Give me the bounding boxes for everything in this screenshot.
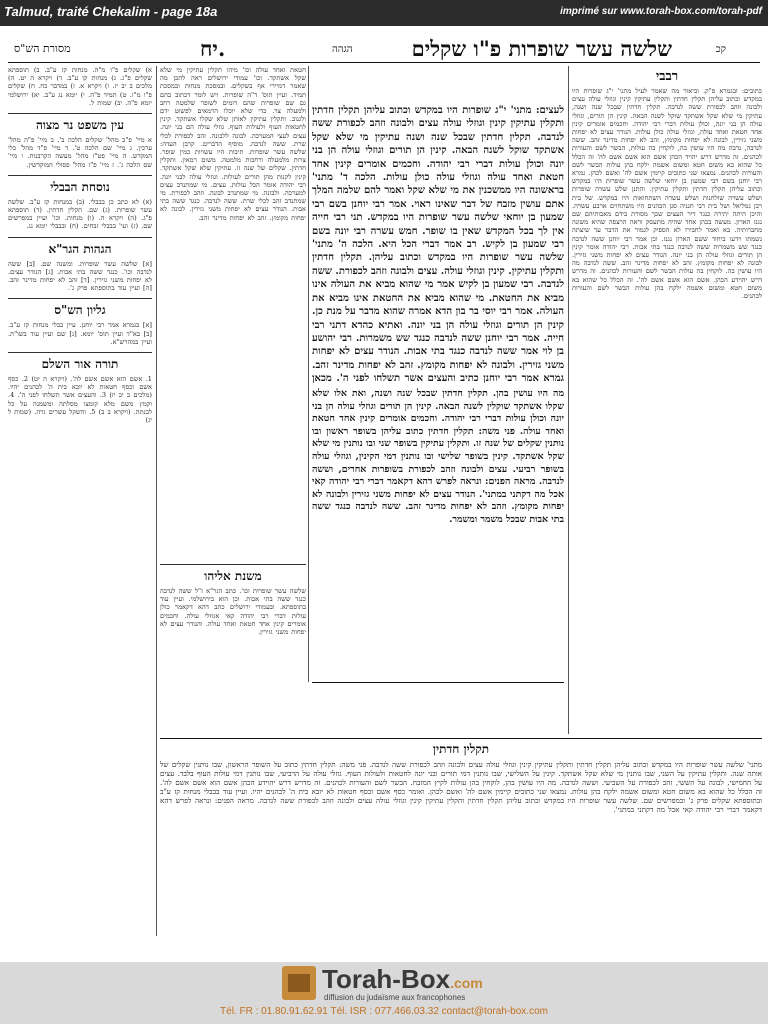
gra-notes-text: [א] שלשה עשר שופרות. ומשנה שם. [ב] ששה לנדבה וכו'. כנגד ששה בתי אבות. [ג] הנודר עצים. לא יפחות משני גזירין. [ד] זהב לא יפחות מדינר זהב. [ה] ועיין עוד בתוספתא פרק ג'.: [8, 259, 152, 293]
torah-box-icon: [282, 966, 316, 1000]
nusach-bavli-title: נוסחת הבבלי: [8, 175, 152, 195]
logo-tld: .com: [450, 975, 483, 991]
references-text: א) שקלים פ"ו מ"ה. מנחות קז ע"ב. ב) תוספתא שקלים פ"ג. ג) מנחות קו ע"ב. ד) ויקרא ה יט. ה) מלכים ב יב יז. ו) ויקרא א. ז) במדבר כח. ח) שקלים פ"ו מ"ו. ט) תמיד פ"ה. י) יומא נג ע"ב. יא) ירושלמי יומא פ"ה. יב) שמות ל.: [8, 66, 152, 107]
bottom-commentary: [160, 740, 762, 936]
divider-middle: [308, 66, 309, 682]
gilyon-title: גליון הש"ס: [8, 298, 152, 318]
page-number-hebrew: קכ: [715, 44, 726, 55]
center-box-text: מה היו עושין בהן. תקלין חדתין שבכל שנה ושנה, ואת אלו שלא שקלו אשתקד שוקלין לשנה הבאה. קינין הן תורים וגוזלי עולה הן בני יונה וכולן עולות דברי רבי יהודה. וחכמים אומרים קינין אחד חטאת ואחד עולה. פני משה: תקלין חדתין כתוב עליהן בשופר ראשון ובו נותנין שקלים של שנה זו. ותקלין עתיקין בשופר שני ובו נותנין מי שלא שקל אשתקד. קינין בשופר שלישי ובו נותנין דמי הקינין, וגוזלי עולה בשופר רביעי. עצים ולבונה וזהב לכפורת בשופרות אחרים, וששה לנדבה. מראה הפנים: ונראה לפרש דהא דקאמר דברי רבי יהודה קאי אכל מה דקתני במתני'. הנודר עצים לא יפחות משני גזירין ולבונה לא יפחות מקומץ. וזהב לא יפחות מדינר זהב. ששה לנדבה כנגד ששה בתי אבות שבכל משמר ומשמר.: [312, 388, 564, 525]
gilyon-text: [א] בגמרא אמר רבי יוחנן. עיין בבלי מנחות קז ע"ב. [ב] בא"ד ועיין תוס' יומא. [ג] שם ועיין עוד בשו"ת. ועיין במהרש"א.: [8, 321, 152, 346]
mishnat-eliyahu-title: משנת אליהו: [160, 564, 306, 584]
torah-or-text: 1. אשם הוא אשם אשם לה'. (ויקרא ה יט) 2. כסף אשם וכסף חטאות לא יובא בית ה' לכהנים יהיו. (מלכים ב יב יז) 3. והעצים אשר תשלחו לפני ה'. 4. וקמץ משם מלא קומצו מסלתה ומשמנה על כל לבנתה. (ויקרא ב ב) 5. והשקל עשרים גרה. (שמות ל יג): [8, 375, 152, 425]
logo-name: [322, 964, 483, 995]
bottom-rule: [160, 738, 762, 739]
main-talmud-text: [312, 104, 564, 384]
document-title: Talmud, traité Chekalim - page 18a: [4, 4, 218, 19]
center-box-rule: [312, 682, 564, 683]
folio-label: יח.: [200, 36, 226, 61]
right-commentary-column: [572, 66, 762, 736]
right-column-head: רבבי: [655, 69, 679, 84]
divider-right: [568, 66, 569, 734]
main-text-body: לעצים: מתני' י"ג שופרות היו במקדש וכתוב עליהן תקלין חדתין ותקלין עתיקין קינין וגוזלי עולה עצים ולבונה וזהב לכפורת ששה לנדבה. תקלין חדתין שבכל שנה ושנה עתיקין מי שלא שקל אשתקד שוקל לשנה הבאה. קינין הן תורים וגוזלי עולה הן בני יונה וכולן עולות דברי רבי יהודה. וחכמים אומרים קינין אחד חטאת ואחד עולה וגוזלי עולה כולן עולות. הלכה ד' מתני' בראשונה היו ממשכנין את מי שלא שקל ואמר להם שלמה המלך אתם עושין מזבח של דבר שאינו ראוי. אמר רבי יוחנן בשם רבי שמעון בן יוחאי שלשה עשר שופרות היו במקדש. תני רבי חייה אין לך בכל המקדש שאין בו שופר. חמש עשרה רבי יונה בשם רבי שמעון בן לקיש. רב אמר דברי הכל היא. הלכה ה' מתני' שלשה עשר שופרות היו במקדש וכתוב עליהן. תקלין חדתין ותקלין עתיקין. קינין וגוזלי עולה. עצים ולבונה וזהב לכפורת. ששה לנדבה. רבי שמעון בן לקיש אמר מי שהוא מביא את העולה אינו מביא את החטאת. מי שהוא מביא את החטאת אינו מביא את העולה. אמר רבי יוסי בר בון הדא אמרה שהוא מדבר על מנת כן. קינין הן תורים וגוזלי עולה הן בני יונה. ואתיא כהדא דתני רבי חייה. אמר רבי יוחנן ששה לנדבה כנגד שש משמרות. רבי יהושע בן לוי אמר ששה לנדבה כנגד בתי אבות. הנודר עצים לא יפחות משני גזירין. ולבונה לא יפחות מקומץ. זהב לא יפחות מדינר זהב. גמרא אמר רבי יוחנן כתיב והעצים אשר תשלחו לפני ה'. מכאן: [312, 105, 564, 384]
ein-mishpat-title: עין משפט נר מצוה: [8, 113, 152, 133]
top-bar: [0, 0, 768, 26]
mishnat-eliyahu-section: [160, 558, 306, 678]
nusach-bavli-text: (א) לא כתב כן בבבלי. (ב) במנחות קז ע"ב. שלשה עשר שופרות. (ג) שם. תקלין חדתין. (ד) תוספתא פ"ג. (ה) ויקרא ה. (ו) מנחות. וכו' ועיין במפרשים שם. (ז) ועי' בבבלי זבחים. (ח) ובבבלי יומא נג.: [8, 197, 152, 231]
ein-mishpat-text: א מיי' פ"ב מהל' שקלים הלכה ב'. ב מיי' פ"ה מהל' ערכין. ג מיי' שם הלכה ט'. ד מיי' פ"ד מהל' כלי המקדש. ה מיי' פט"ז מהל' מעשה הקרבנות. ו מיי' שם הלכה ג'. ז מיי' פ"ז מהל' פסולי המוקדשין.: [8, 136, 152, 169]
mishnat-eliyahu-text: שלשה עשר שופרות וכו'. כתב הגר"א ז"ל ששה לנדבה כנגד ששה בתי אבות. וכן הוא בירושלמי. ועיין עוד בתוספתא. ובעמודי ירושלים כתב דהא דקאמר כולן עולות דברי רבי יהודה קאי אגוזלי עולה. וחכמים אומרים קינין אחד חטאת ואחד עולה. והנודר עצים לא יפחות משני גזירין.: [160, 587, 306, 637]
torah-box-logo[interactable]: [282, 966, 492, 1004]
page-header: [0, 34, 768, 64]
header-rule: [8, 62, 760, 63]
haggaha-label: הגהה: [332, 44, 353, 55]
bottom-text: מתני' שלשה עשר שופרות היו במקדש וכתוב עליהן תקלין חדתין ותקלין עתיקין קינין וגוזלי עולה עצים ולבונה וזהב לכפורת ששה לנדבה. פני משה: תקלין חדתין כתוב על השופר הראשון, שבו נותנין שקלים של אותה שנה. ותקלין עתיקין על השני, שבו נותנין מי שלא שקל אשתקד. קינין על השלישי, שבו נותנין דמי תורים ובני יונה לחטאות ולעולות העוף. גוזלי עולה על הרביעי, שבו נותנין דמי עולות העוף בלבד. עצים על החמישי, לבונה על הששי, זהב לכפורת על השביעי. וששה לנדבה. מה היו עושין בהן, לוקחין בהן עולות לקיץ המזבח. הבשר לשם והעורות לכהנים. זה מדרש דרש יהוידע הכהן אשם הוא אשם אשם לה'. זה הכלל כל שהוא בא משום חטא ומשום אשמה ילקח בהן עולות. נמצאו שני כתובים קיימין אשם לה' ואשם לכהן. ואומר כסף אשם וכסף חטאות לא יובא בית ה' לכהנים יהיו. ועיין עוד בבבלי מנחות קז ע"ב ובתוספתא שקלים פרק ג' ובמפרשים שם. שלשה עשר שופרות היו במקדש וכתוב עליהן תקלין חדתין ותקלין עתיקין קינין וגוזלי עולה עצים ולבונה וזהב לכפורת ששה לנדבה. מראה הפנים: ונראה לפרש דהא דקאמר דברי רבי יהודה קאי אכל מה דקתני במתני'.: [160, 760, 762, 814]
logo-name-text: Torah-Box: [322, 964, 451, 994]
divider-left: [156, 66, 157, 936]
mesoret-label: מסורת הש"ס: [14, 42, 71, 55]
source-link[interactable]: imprimé sur www.torah-box.com/torah-pdf: [560, 6, 762, 17]
contact-line: Tél. FR : 01.80.91.62.91 Tél. ISR : 077.466.03.32 contact@torah-box.com: [220, 1006, 548, 1017]
center-commentary-box: [312, 388, 564, 678]
torah-or-title: תורה אור השלם: [8, 352, 152, 372]
bottom-title: תקלין חדתין: [432, 742, 490, 756]
middle-commentary-text: חטאת ואחד עולה וכו' מיהו תקלין עתיקין מי שלא שקל אשתקד. וכו' עמודי ירושלים ראה לתכן מה שאמר דמיירי אף בשקלים. ובמסכת מנחות ובמסכת תמיד. ועיין תוס' ד"ה שופרות. ויש לומר דכתוב בהם גם שם שופרות שהם דומים לשופר שלמטה רחב ולמעלה צר. כדי שלא יוכלו הרמאים לפשוט ידם ולגנוב. ותקלין עתיקין לאותן שלא שקלו אשתקד. קינין לחטאות העוף ולעולות העוף. גוזלי עולה הם בני יונה. עצים לעצי המערכה. לבונה ללבונה. זהב לכפורת לכלי שרת. ששה לנדבה. מוסיף הדברים. קרבן העדה: שלשה עשר שופרות. תיבות היו עשויות כמין שופר. צרות מלמעלה ורחבות מלמטה. משום רמאין. ותקלין חדתין. שקלים של שנה זו. עתיקין שלא שקל אשתקד. קינין לקנות מהן תורים לעולות. וגוזלי עולה לבני יונה. רבי יהודה אומר הכל עולות. עצים. מי שמתנדב עצים למערכה. ולבונה. מי שמתנדב לבונה. וזהב לכפורת. מי שמתנדב זהב לכלי שרת. ששה לנדבה. כנגד ששה בתי אבות. הנודר עצים לא יפחות משני גזירין. לבונה לא יפחות מקומץ. זהב לא יפחות מדינר זהב.: [160, 66, 306, 222]
gra-notes-title: הגהות הגר"א: [8, 237, 152, 257]
right-commentary-text: כתובים: ובגמרא פ"ק. וביאור מה שאמר לעיל מתני' י"ג שופרות היו במקדש וכתוב עליהן תקלין חדתין ותקלין עתיקין קינין וגוזלי עולה עצים ולבונה וזהב לכפורת ששה לנדבה. תקלין חדתין שבכל שנה ושנה, עתיקין מי שלא שקל אשתקד שוקל לשנה הבאה. קינין הן תורים, וגוזלי עולה הן בני יונה, וכולן עולות דברי רבי יהודה. וחכמים אומרים קינין אחד חטאת ואחד עולה, וגוזלי עולה כולן עולות. הנודר עצים לא יפחות משני גזירין, לבונה לא יפחות מקומץ, זהב לא יפחות מדינר זהב. ששה לנדבה, נדבה מה היו עושין בה, לוקחין בה עולות, הבשר לשם והעורות לכהנים. זה מדרש דרש יהויד הכהן אשם הוא אשם אשם לה' זה הכלל כל שהוא בא משום חטא ומשום אשמה ילקח בהן עולות הבשר לשם והעורות לכהנים. נמצאו שני כתובים קיימין אשם לה' ואשם לכהן. גמרא רבי יוחנן בשם רבי שמעון בן יוחאי שלשה עשר שופרות היו במקדש וכתוב עליהן תקלין חדתין ותקלין עתיקין. והתנן שלש עשרה שופרות ושלש עשרה שולחנות ושלש עשרה השתחואות היו במקדש. של בית רבן גמליאל ושל בית רבי חנניה סגן הכהנים היו משתחוים ארבע עשרה. והיכן היתה יתירה כנגד דיר העצים שכך מסורת בידם מאבותיהם שם נגנז הארון. מעשה בכהן אחד שהיה מתעסק וראה הרצפה שהיא משונה מחברותיה. בא ואמר לחבירו לא הספיק לגמור את הדבר עד שיצתה נשמתו וידעו ביחוד ששם הארון נגנז. וכן אמר רבי יוחנן ששה לנדבה כנגד שש משמרות ששה לנדבה כנגד בתי אבות. רבי יהודה אומר קינין הן תורים וגוזלי עולה הן בני יונה. הנודר עצים לא יפחות משני גזירין. לבונה לא יפחות מקומץ. זהב לא יפחות מדינר זהב. ששה לנדבה מה היו עושין בה. לוקחין בה עולות הבשר לשם והעורות לכהנים. זה מדרש דרש יהוידע הכהן. אשם הוא אשם אשם לה'. זה הכלל כל שהוא בא משום חטא ומשום אשמה ילקח בהן עולות הבשר לשם והעורות לכהנים.: [572, 87, 762, 301]
middle-commentary-column: [160, 66, 306, 556]
left-sidebar-column: [8, 66, 152, 938]
chapter-title: שלשה עשר שופרות פ"ו שקלים: [411, 36, 672, 61]
logo-tagline: diffusion du judaïsme aux francophones: [324, 993, 466, 1002]
